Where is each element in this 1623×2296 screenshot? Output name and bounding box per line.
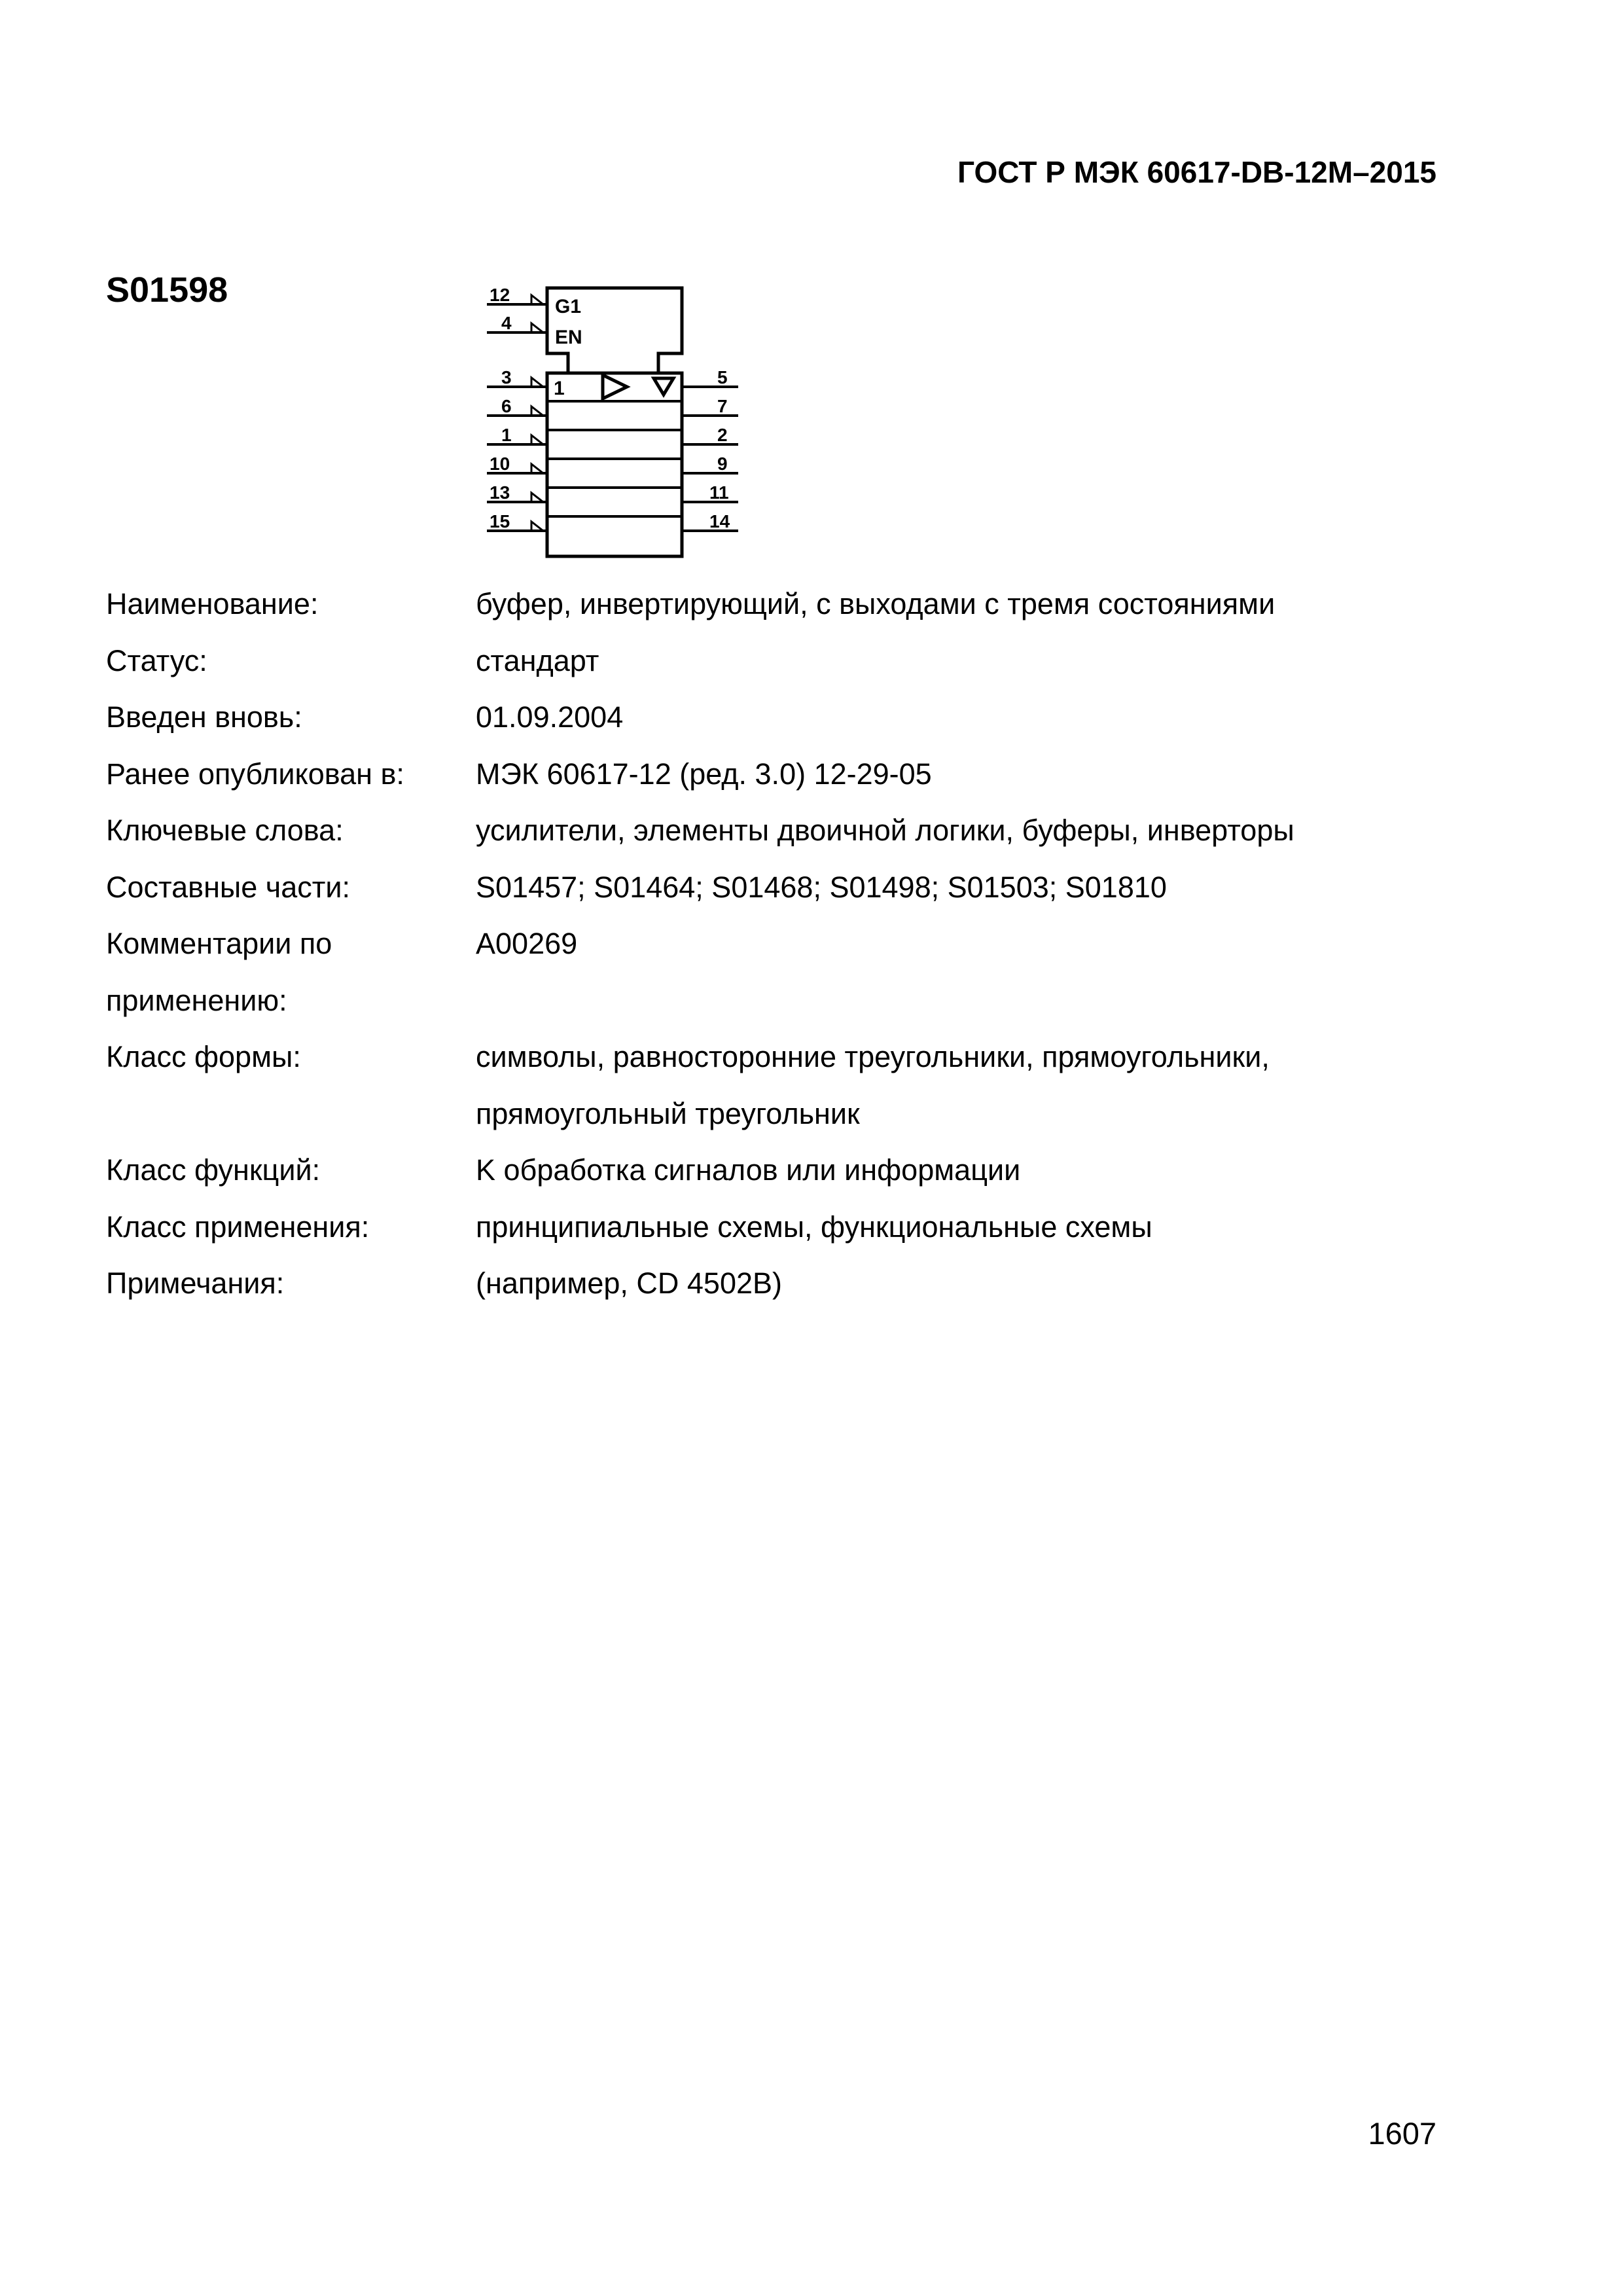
property-row <box>106 859 1480 916</box>
property-row <box>106 689 1480 746</box>
pin-number: 5 <box>717 367 728 387</box>
property-value: K обработка сигналов или информации <box>476 1153 1021 1187</box>
page-number: 1607 <box>1368 2116 1436 2151</box>
property-value: принципиальные схемы, функциональные схемы <box>476 1210 1152 1244</box>
property-value: S01457; S01464; S01468; S01498; S01503; S01810 <box>476 870 1167 904</box>
pin-number: 4 <box>501 313 512 333</box>
pin-number: 10 <box>490 454 510 474</box>
pin-number: 7 <box>717 396 728 416</box>
property-label: Примечания: <box>106 1266 285 1300</box>
property-label: Введен вновь: <box>106 700 302 734</box>
pin-number: 12 <box>490 285 510 305</box>
property-value: стандарт <box>476 643 599 677</box>
property-row <box>106 916 1480 1029</box>
property-value: буфер, инвертирующий, с выходами с тремя состояниями <box>476 587 1275 620</box>
pin-number: 14 <box>709 511 730 531</box>
first-cell-label: 1 <box>554 378 565 399</box>
property-value: символы, равносторонние треугольники, прямоугольники, прямоугольный треугольник <box>476 1040 1270 1130</box>
property-label: Класс формы: <box>106 1040 301 1073</box>
control-label-g1: G1 <box>555 296 582 317</box>
standard-header: ГОСТ Р МЭК 60617-DB-12M–2015 <box>957 155 1436 189</box>
property-value: (например, CD 4502B) <box>476 1266 782 1300</box>
pin-number: 15 <box>490 511 510 531</box>
symbol-code: S01598 <box>106 270 228 310</box>
property-label: Наименование: <box>106 587 319 620</box>
pin-number: 2 <box>717 425 728 445</box>
property-row <box>106 802 1480 859</box>
property-row <box>106 1029 1480 1142</box>
property-value: A00269 <box>476 927 578 960</box>
property-row <box>106 1199 1480 1256</box>
property-label: Комментарии по применению: <box>106 927 332 1017</box>
control-label-en: EN <box>555 327 582 348</box>
properties-table <box>106 576 1480 1312</box>
pin-number: 6 <box>501 396 512 416</box>
pin-number: 9 <box>717 454 728 474</box>
property-value: 01.09.2004 <box>476 700 624 734</box>
logic-symbol-figure <box>482 278 743 566</box>
property-row <box>106 633 1480 690</box>
pin-number: 3 <box>501 367 512 387</box>
property-row <box>106 746 1480 803</box>
property-label: Ключевые слова: <box>106 814 344 847</box>
property-label: Класс функций: <box>106 1153 321 1187</box>
property-value: МЭК 60617-12 (ред. 3.0) 12-29-05 <box>476 757 932 791</box>
property-label: Класс применения: <box>106 1210 370 1244</box>
property-label: Ранее опубликован в: <box>106 757 404 791</box>
property-label: Статус: <box>106 643 207 677</box>
pin-number: 13 <box>490 482 510 503</box>
property-label: Составные части: <box>106 870 351 904</box>
pin-number: 1 <box>501 425 512 445</box>
pin-number: 11 <box>709 482 729 503</box>
property-row <box>106 576 1480 633</box>
property-value: усилители, элементы двоичной логики, буферы, инверторы <box>476 814 1294 847</box>
property-row <box>106 1142 1480 1199</box>
property-row <box>106 1255 1480 1312</box>
